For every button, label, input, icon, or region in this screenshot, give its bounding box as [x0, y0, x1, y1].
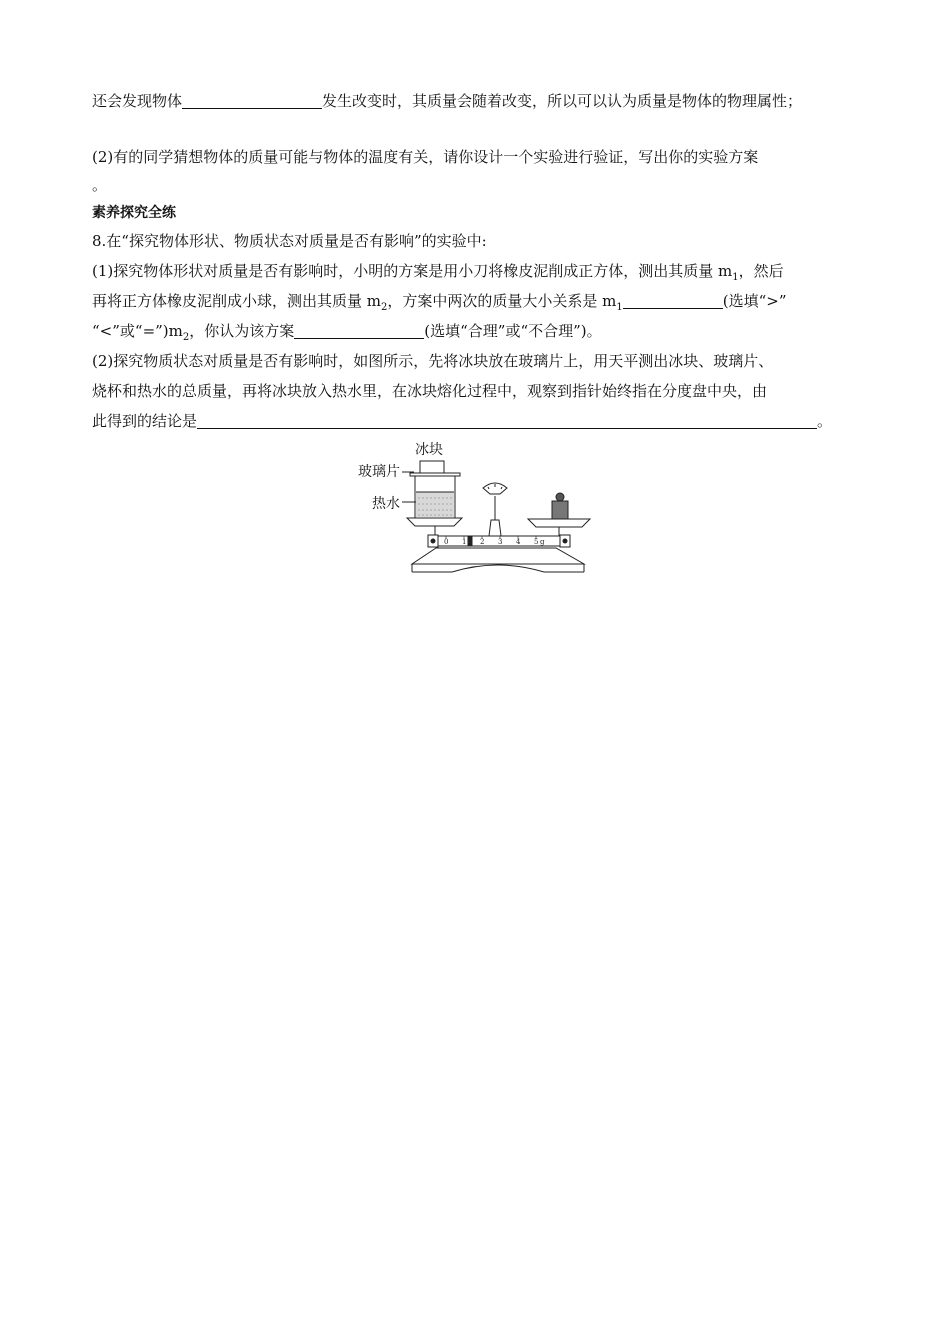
text: 此得到的结论是 [92, 412, 198, 430]
question-8 [92, 226, 872, 256]
q8-part1-line3 [92, 316, 872, 346]
text: (选填“合理”或“不合理”)。 [424, 322, 602, 340]
subscript: 1 [616, 302, 623, 313]
scale-tick-label: 1 [462, 538, 467, 546]
glass-label: 玻璃片 [358, 464, 400, 480]
scale-tick-label: 4 [516, 538, 521, 546]
scale-tick-label: 2 [480, 538, 485, 546]
text: (2)探究物质状态对质量是否有影响时，如图所示，先将冰块放在玻璃片上，用天平测出冰块、玻璃片、 [92, 352, 774, 370]
hot-water [416, 492, 454, 517]
balance-figure [352, 440, 592, 576]
q8-part2-line2 [92, 376, 872, 406]
scale-tick-label: 5 [534, 538, 539, 546]
weight-block [552, 501, 568, 519]
pillar [489, 520, 501, 536]
balance-base [412, 548, 584, 564]
water-label: 热水 [372, 496, 400, 512]
subscript: 2 [381, 302, 388, 313]
q8-part1-line1 [92, 256, 872, 286]
text: 发生改变时，其质量会随着改变，所以可以认为质量是物体的物理属性； [322, 92, 803, 110]
text: (选填“>” [722, 292, 787, 310]
text: ，方案中两次的质量大小关系是 m [387, 292, 617, 310]
text: (2)有的同学猜想物体的质量可能与物体的温度有关，请你设计一个实验进行验证，写出你的实验方案 [92, 148, 759, 166]
subscript: 1 [732, 272, 739, 283]
subscript: 2 [182, 332, 190, 343]
text: 。 [92, 176, 108, 194]
text: (1)探究物体形状对质量是否有影响时，小明的方案是用小刀将橡皮泥削成正方体，测出其质量 m [92, 262, 733, 280]
answer-blank[interactable] [197, 408, 817, 429]
text-line-1 [92, 86, 872, 116]
scale-tick-label: 3 [498, 538, 503, 546]
right-pan [528, 519, 590, 527]
q8-part2-line3 [92, 406, 872, 436]
text: ，你认为该方案 [189, 322, 295, 340]
rider [468, 537, 472, 545]
scale-tick-label: 0 [444, 538, 449, 546]
q8-part2-line1 [92, 346, 872, 376]
weight-knob [556, 493, 564, 501]
text: 还会发现物体 [92, 92, 183, 110]
text-line-2 [92, 142, 872, 172]
heading-text: 素养探究全练 [92, 205, 176, 221]
answer-blank[interactable] [294, 318, 424, 339]
worksheet-page [92, 86, 872, 436]
left-pan [407, 518, 462, 526]
scale-unit-label: g [540, 538, 545, 546]
text-line-3 [92, 172, 872, 198]
text: 再将正方体橡皮泥削成小球，测出其质量 m [92, 292, 381, 310]
q8-part1-line2 [92, 286, 872, 316]
text: 烧杯和热水的总质量，再将冰块放入热水里，在冰块熔化过程中，观察到指针始终指在分度盘中央，由 [92, 382, 768, 400]
text: 。 [817, 412, 833, 430]
ice-block [420, 461, 444, 473]
text: 8.在“探究物体形状、物质状态对质量是否有影响”的实验中: [92, 232, 487, 250]
answer-blank[interactable] [623, 288, 723, 309]
answer-blank[interactable] [182, 88, 322, 109]
text: ，然后 [738, 262, 784, 280]
ice-label: 冰块 [415, 442, 443, 458]
text: “<”或“=”)m [92, 322, 183, 340]
section-heading [92, 198, 872, 226]
glass-plate [410, 473, 460, 476]
